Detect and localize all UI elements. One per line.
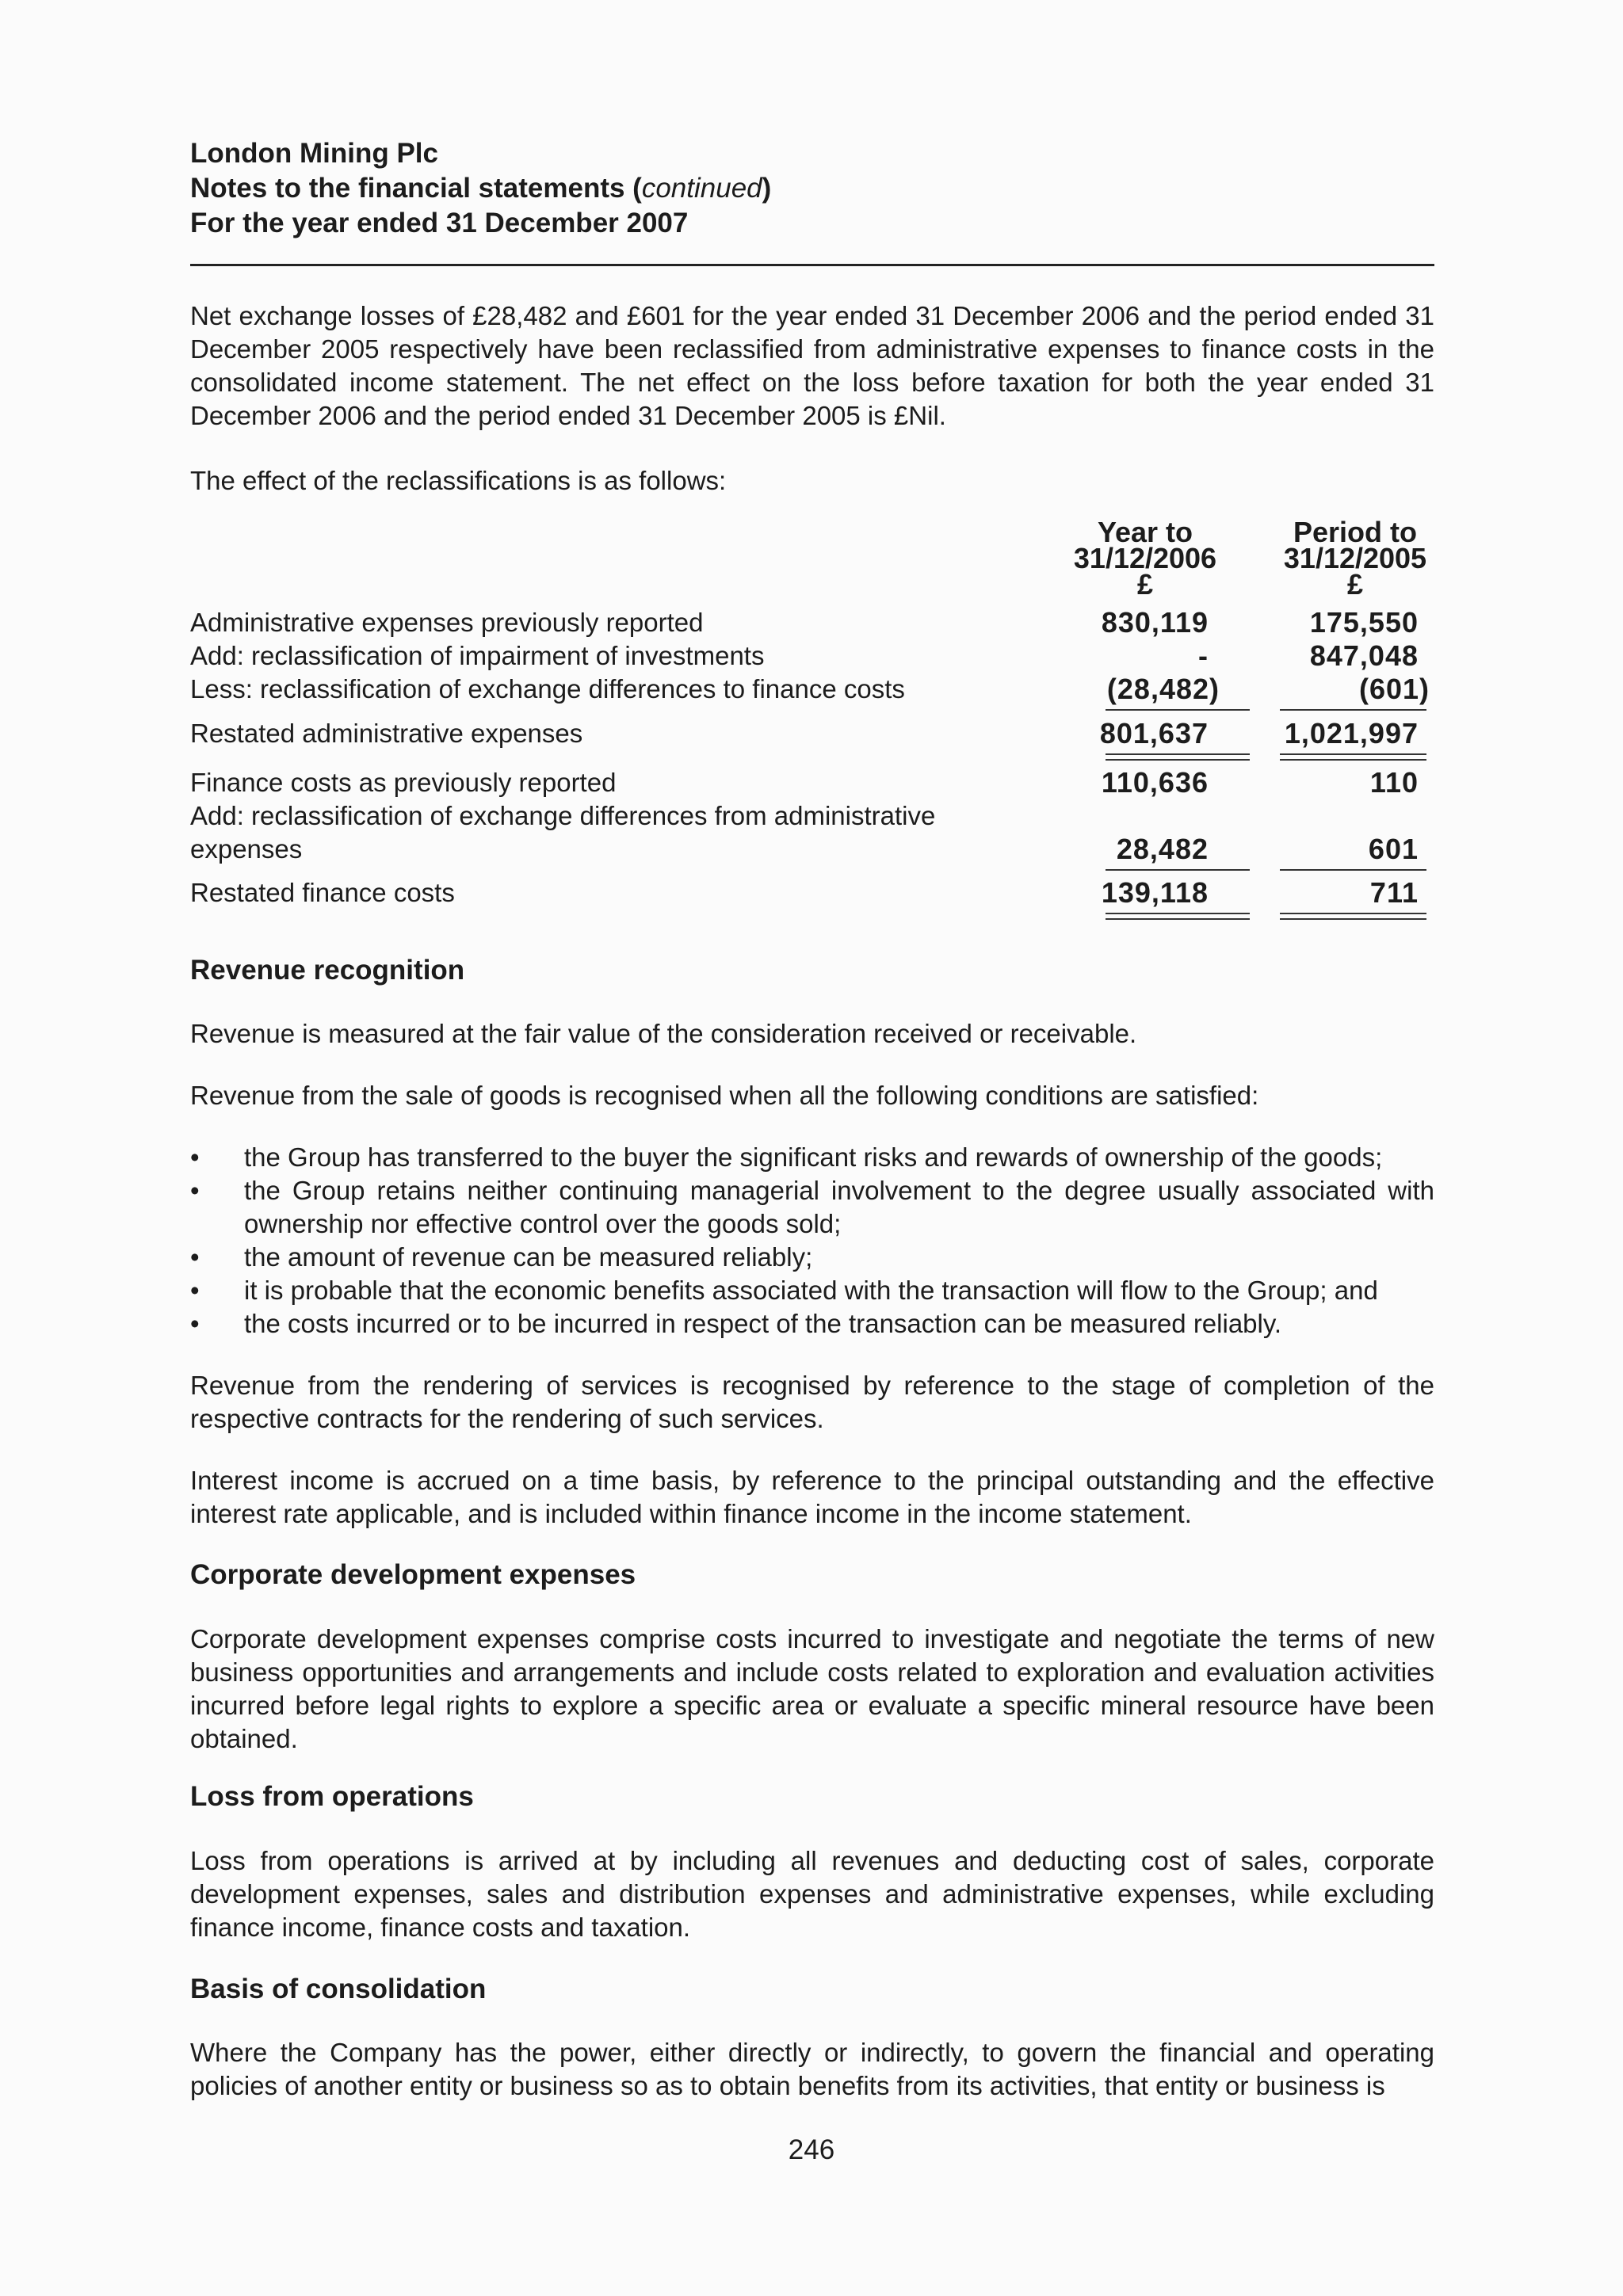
subtotal-rule <box>1106 709 1250 711</box>
continued-label: continued <box>641 173 762 204</box>
table-row: Add: reclassification of exchange differences from administrative <box>190 801 936 830</box>
table-row: Administrative expenses previously reported 830,119 175,550 <box>190 606 1419 639</box>
table-row: Restated finance costs 139,118 711 <box>190 876 1419 909</box>
column-header-2005: Period to 31/12/2005 £ <box>1283 516 1427 601</box>
total-double-rule <box>1280 753 1426 761</box>
list-item: • it is probable that the economic benefits associated with the transaction will flow to the Group; and <box>190 1274 1434 1307</box>
intro-paragraph: Net exchange losses of £28,482 and £601 for the year ended 31 December 2006 and the period ended 31 December 2005 respectively have been reclassified from administrative expenses to finance costs in the consolidated income statement. The net effect on the loss before taxation for both the year ended 31 December 2006 and the period ended 31 December 2005 is £Nil. <box>190 301 1434 430</box>
total-double-rule <box>1106 913 1250 920</box>
column-header-2006: Year to 31/12/2006 £ <box>1073 516 1217 601</box>
subtotal-rule <box>1106 869 1250 871</box>
revenue-paragraph: Revenue from the rendering of services is recognised by reference to the stage of completion of the respective contracts for the rendering of such services. <box>190 1371 1434 1433</box>
header-rule <box>190 264 1434 266</box>
corporate-development-heading: Corporate development expenses <box>190 1559 636 1590</box>
table-row: Add: reclassification of impairment of investments - 847,048 <box>190 639 1419 672</box>
page-number: 246 <box>788 2134 835 2165</box>
table-intro: The effect of the reclassifications is as follows: <box>190 466 727 495</box>
period-title: For the year ended 31 December 2007 <box>190 208 689 238</box>
document-header <box>190 136 771 241</box>
corporate-development-paragraph: Corporate development expenses comprise costs incurred to investigate and negotiate the terms of new business opportunities and arrangements and include costs related to exploration and evaluation activities incurred before legal rights to explore a specific area or evaluate a specific mineral resource have been obtained. <box>190 1624 1434 1753</box>
subtotal-rule <box>1280 709 1426 711</box>
revenue-conditions-list <box>190 1141 1434 1341</box>
table-row: Less: reclassification of exchange differences to finance costs (28,482) (601) <box>190 673 1430 705</box>
revenue-paragraph: Revenue is measured at the fair value of the consideration received or receivable. <box>190 1019 1137 1048</box>
list-item: • the Group has transferred to the buyer the significant risks and rewards of ownership of the goods; <box>190 1141 1434 1174</box>
revenue-recognition-heading: Revenue recognition <box>190 955 465 986</box>
subtotal-rule <box>1280 869 1426 871</box>
loss-from-operations-paragraph: Loss from operations is arrived at by including all revenues and deducting cost of sales, corporate development expenses, sales and distribution expenses and administrative expenses, while excluding finance income, finance costs and taxation. <box>190 1846 1434 1942</box>
list-item: • the amount of revenue can be measured reliably; <box>190 1241 1434 1274</box>
basis-of-consolidation-paragraph: Where the Company has the power, either directly or indirectly, to govern the financial and operating policies of another entity or business so as to obtain benefits from its activities, that entity or business is <box>190 2038 1434 2100</box>
total-double-rule <box>1280 913 1426 920</box>
company-name: London Mining Plc <box>190 138 439 169</box>
revenue-paragraph: Revenue from the sale of goods is recognised when all the following conditions are satisfied: <box>190 1081 1259 1110</box>
basis-of-consolidation-heading: Basis of consolidation <box>190 1974 487 2004</box>
table-row: Finance costs as previously reported 110,636 110 <box>190 766 1419 799</box>
total-double-rule <box>1106 753 1250 761</box>
table-row: Restated administrative expenses 801,637 1,021,997 <box>190 717 1419 749</box>
revenue-paragraph: Interest income is accrued on a time basis, by reference to the principal outstanding and the effective interest rate applicable, and is included within finance income in the income statement. <box>190 1466 1434 1528</box>
list-item: • the costs incurred or to be incurred in respect of the transaction can be measured reliably. <box>190 1307 1434 1341</box>
notes-title: Notes to the financial statements (continued) <box>190 173 772 204</box>
list-item: • the Group retains neither continuing managerial involvement to the degree usually associated with ownership nor effective control over the goods sold; <box>190 1174 1434 1241</box>
loss-from-operations-heading: Loss from operations <box>190 1781 474 1812</box>
table-row: expenses 28,482 601 <box>190 833 1419 865</box>
